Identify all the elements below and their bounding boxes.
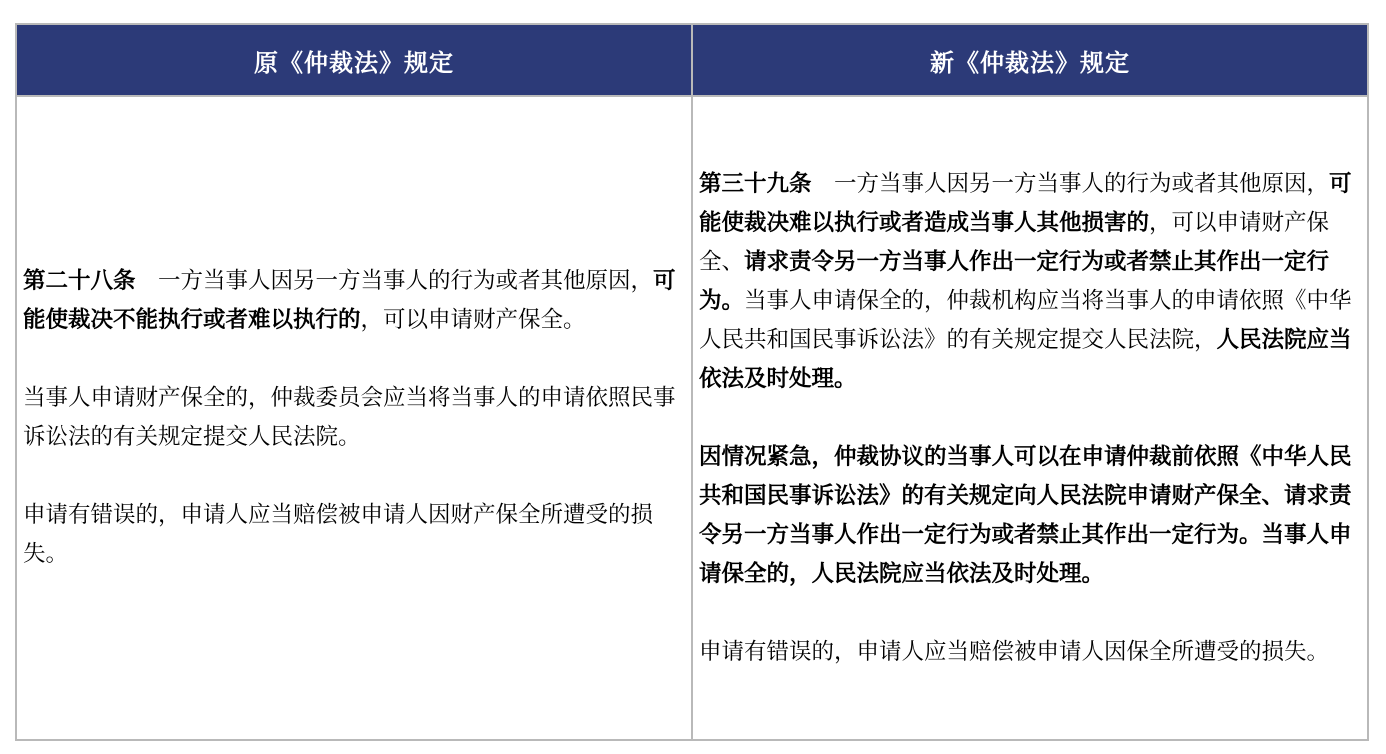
- paragraph-gap: [23, 340, 685, 379]
- content-row: [17, 96, 1367, 739]
- new-law-paragraph-3: 申请有错误的，申请人应当赔偿被申请人因保全所遭受的损失。: [699, 638, 1330, 665]
- old-law-cell: [17, 96, 692, 739]
- comparison-table: [15, 23, 1369, 741]
- new-p1-seg: 当事人申请保全的，仲裁机构应当将当事人的申请依照《中华人民共和国民事诉讼法》的有关规定提交人民法院，: [699, 287, 1352, 353]
- new-p1-seg: 人民法院应当依法及时处理。: [699, 326, 1352, 392]
- old-p1-seg: 可能使裁决不能执行或者难以执行的: [23, 268, 676, 333]
- new-p1-seg: 一方当事人因另一方当事人的行为或者其他原因，: [811, 170, 1330, 197]
- old-p1-seg: 一方当事人因另一方当事人的行为或者其他原因，: [135, 268, 654, 294]
- new-law-paragraph-2-text: 因情况紧急，仲裁协议的当事人可以在申请仲裁前依照《中华人民共和国民事诉讼法》的有关规定向人民法院申请财产保全、请求责令另一方当事人作出一定行为或者禁止其作出一定行为。当事人申请保全的，人民法院应当依法及时处理。: [699, 443, 1352, 587]
- comparison-grid: [17, 25, 1367, 739]
- old-law-paragraph-2: 当事人申请财产保全的，仲裁委员会应当将当事人的申请依照民事诉讼法的有关规定提交人民法院。: [23, 385, 676, 450]
- paragraph-gap: [23, 457, 685, 496]
- new-law-paragraph-2: [699, 438, 1361, 594]
- old-law-header: 原《仲裁法》规定: [17, 25, 692, 96]
- old-p1-seg: 第二十八条: [23, 268, 136, 294]
- new-p1-seg: 请求责令另一方当事人作出一定行为或者禁止其作出一定行为。: [699, 248, 1330, 314]
- new-law-header: 新《仲裁法》规定: [692, 25, 1367, 96]
- old-p1-seg: ，可以申请财产保全。: [360, 307, 586, 333]
- new-p1-seg: 可能使裁决难以执行或者造成当事人其他损害的: [699, 170, 1352, 236]
- old-law-article-28: [23, 262, 685, 340]
- paragraph-gap: [699, 399, 1361, 438]
- paragraph-gap: [699, 594, 1361, 633]
- new-law-cell: [692, 96, 1367, 739]
- new-p1-seg: ，可以申请财产保全、: [699, 209, 1330, 275]
- header-row: [17, 25, 1367, 96]
- new-law-article-39: [699, 165, 1361, 399]
- new-p1-seg: 第三十九条: [699, 170, 812, 197]
- old-law-paragraph-3: 申请有错误的，申请人应当赔偿被申请人因财产保全所遭受的损失。: [23, 502, 654, 567]
